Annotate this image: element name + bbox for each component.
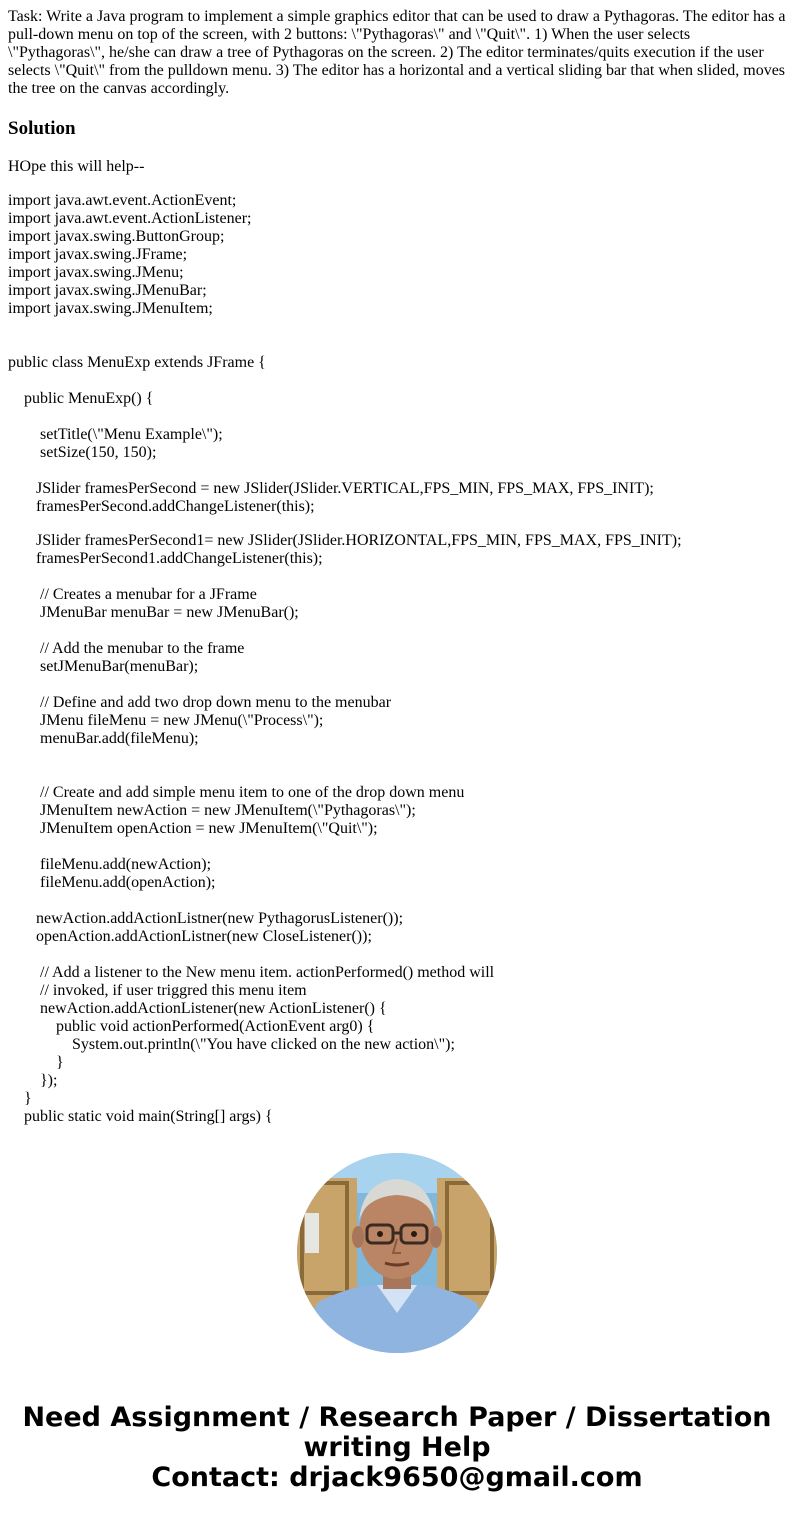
blank-line: [8, 766, 786, 784]
blank-line: [8, 318, 786, 336]
code-line: setSize(150, 150);: [8, 444, 157, 461]
code-line: JMenu fileMenu = new JMenu(\"Process\");: [8, 712, 324, 729]
code-line: import javax.swing.ButtonGroup;: [8, 228, 225, 245]
code-line: import javax.swing.JMenuBar;: [8, 282, 207, 299]
author-portrait-icon: [297, 1153, 497, 1353]
code-line: // Define and add two drop down menu to the menubar: [8, 694, 392, 711]
avatar: [297, 1153, 497, 1353]
code-line: fileMenu.add(openAction);: [8, 874, 216, 891]
code-line: // Add the menubar to the frame: [8, 640, 245, 657]
code-line: newAction.addActionListener(new ActionListener() {: [8, 1000, 387, 1017]
code-line: System.out.println(\"You have clicked on the new action\");: [8, 1036, 455, 1053]
code-line: import javax.swing.JMenu;: [8, 264, 184, 281]
code-line: }: [8, 1054, 64, 1071]
blank-line: [8, 748, 786, 766]
code-block: [8, 192, 786, 1126]
code-line: // Add a listener to the New menu item. actionPerformed() method will: [8, 964, 495, 981]
blank-line: [8, 372, 786, 390]
code-line: JSlider framesPerSecond1= new JSlider(JSlider.HORIZONTAL,FPS_MIN, FPS_MAX, FPS_INIT);: [8, 532, 682, 549]
code-line: public MenuExp() {: [8, 390, 154, 407]
blank-line: [8, 892, 786, 910]
blank-line: [8, 676, 786, 694]
code-line: framesPerSecond.addChangeListener(this);: [8, 498, 315, 515]
code-line: // Create and add simple menu item to one of the drop down menu: [8, 784, 465, 801]
blank-line: [8, 336, 786, 354]
code-line: }: [8, 1090, 32, 1107]
code-line: // invoked, if user triggred this menu item: [8, 982, 307, 999]
code-line: JMenuItem openAction = new JMenuItem(\"Quit\");: [8, 820, 378, 837]
code-line: JMenuItem newAction = new JMenuItem(\"Pythagoras\");: [8, 802, 416, 819]
code-line: setJMenuBar(menuBar);: [8, 658, 199, 675]
banner-line-2: writing Help: [303, 1432, 491, 1463]
code-line: JSlider framesPerSecond = new JSlider(JSlider.VERTICAL,FPS_MIN, FPS_MAX, FPS_INIT);: [8, 480, 654, 497]
blank-line: [8, 838, 786, 856]
code-line: setTitle(\"Menu Example\");: [8, 426, 223, 443]
contact-banner: [0, 1403, 794, 1493]
code-line: import java.awt.event.ActionListener;: [8, 210, 252, 227]
code-line: // Creates a menubar for a JFrame: [8, 586, 257, 603]
code-line: public static void main(String[] args) {: [8, 1108, 273, 1125]
code-line: JMenuBar menuBar = new JMenuBar();: [8, 604, 299, 621]
blank-line: [8, 568, 786, 586]
blank-line: [8, 408, 786, 426]
code-line: import javax.swing.JMenuItem;: [8, 300, 213, 317]
blank-line: [8, 622, 786, 640]
blank-line: [8, 946, 786, 964]
code-line: public class MenuExp extends JFrame {: [8, 354, 266, 371]
banner-line-1: Need Assignment / Research Paper / Dissertation: [22, 1402, 772, 1433]
task-paragraph: Task: Write a Java program to implement a simple graphics editor that can be used to draw a Pythagoras. The editor has a pull-down menu on top of the screen, with 2 buttons: \"Pythagoras\" and \"Quit\". 1) When the user selects \"Pythagoras\", he/she can draw a tree of Pythagoras on the screen. 2) The editor terminates/quits execution if the user selects \"Quit\" from the pulldown menu. 3) The editor has a horizontal and a vertical sliding bar that when slided, moves the tree on the canvas accordingly.: [8, 8, 786, 97]
code-line: import javax.swing.JFrame;: [8, 246, 188, 263]
code-line: fileMenu.add(newAction);: [8, 856, 212, 873]
code-line: openAction.addActionListner(new CloseListener());: [8, 928, 372, 945]
blank-line: [8, 516, 786, 532]
contact-email: Contact: drjack9650@gmail.com: [151, 1462, 643, 1493]
solution-heading: Solution: [8, 118, 76, 139]
code-line: public void actionPerformed(ActionEvent arg0) {: [8, 1018, 375, 1035]
code-line: menuBar.add(fileMenu);: [8, 730, 199, 747]
blank-line: [8, 462, 786, 480]
code-line: newAction.addActionListner(new PythagorusListener());: [8, 910, 404, 927]
intro-text: HOpe this will help--: [8, 158, 145, 175]
code-line: });: [8, 1072, 58, 1089]
code-line: framesPerSecond1.addChangeListener(this);: [8, 550, 323, 567]
code-line: import java.awt.event.ActionEvent;: [8, 192, 237, 209]
